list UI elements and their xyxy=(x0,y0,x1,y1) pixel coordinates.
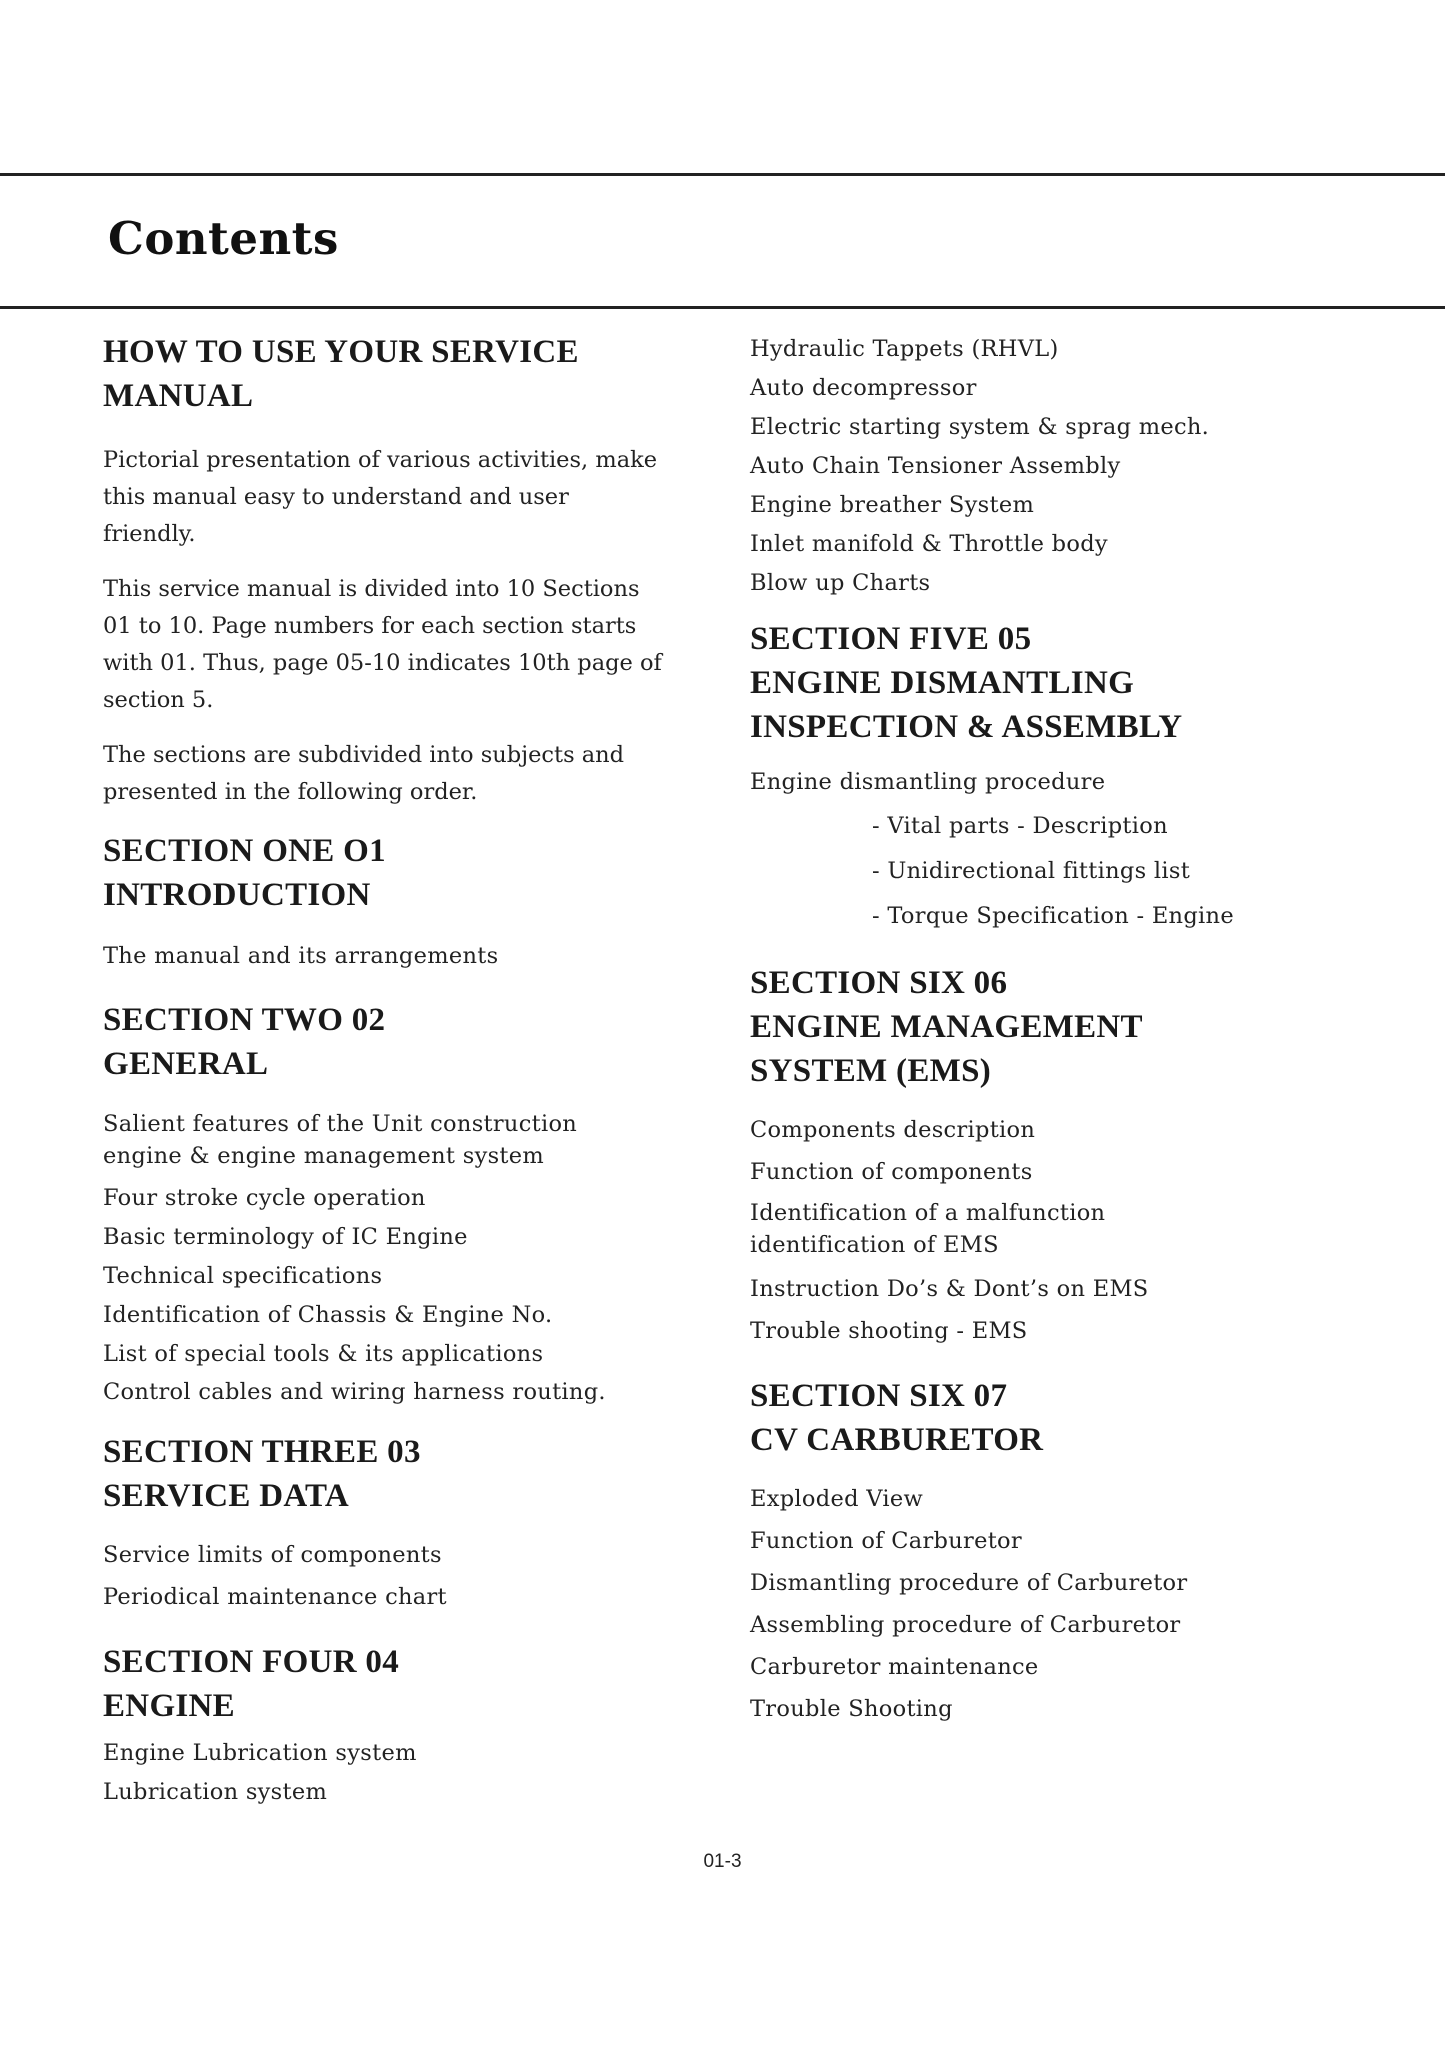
title-rule xyxy=(0,306,1445,309)
section-two xyxy=(103,998,663,1408)
top-rule xyxy=(0,173,1445,176)
toc-item-electric-starting: Electric starting system & sprag mech. xyxy=(750,414,1210,440)
toc-item-lubrication-system: Lubrication system xyxy=(103,1779,328,1805)
section-four-heading-line-1: SECTION FOUR 04 xyxy=(103,1644,400,1680)
toc-item-function-components: Function of components xyxy=(750,1159,1033,1185)
section-six-heading-line-1: SECTION SIX 06 xyxy=(750,965,1008,1001)
section-three-heading-line-2: SERVICE DATA xyxy=(103,1478,350,1514)
how-to-use-section xyxy=(103,330,663,811)
toc-item-malfunction-id: Identification of a malfunction identification of EMS xyxy=(750,1200,1106,1258)
section-five-heading xyxy=(750,617,1350,749)
toc-item-service-limits: Service limits of components xyxy=(103,1542,442,1568)
toc-item-dos-donts: Instruction Do’s & Dont’s on EMS xyxy=(750,1276,1149,1302)
toc-item-chassis-engine-id: Identification of Chassis & Engine No. xyxy=(103,1302,553,1328)
toc-item-function-carburetor: Function of Carburetor xyxy=(750,1528,1022,1554)
section-six-heading xyxy=(750,961,1350,1093)
contents-left-column xyxy=(103,330,663,1834)
section-one-heading xyxy=(103,829,663,917)
intro-paragraph-2: This service manual is divided into 10 Sections 01 to 10. Page numbers for each section starts with 01. Thus, page 05-10 indicates 10th page of section 5. xyxy=(103,576,662,713)
section-three xyxy=(103,1430,663,1618)
toc-item-technical-specs: Technical specifications xyxy=(103,1263,383,1289)
toc-item-trouble-shooting: Trouble Shooting xyxy=(750,1696,953,1722)
section-one-heading-line-2: INTRODUCTION xyxy=(103,877,371,913)
intro-paragraph-3: The sections are subdivided into subjects and presented in the following order. xyxy=(103,742,625,805)
toc-item-maintenance-chart: Periodical maintenance chart xyxy=(103,1584,447,1610)
section-seven xyxy=(750,1374,1350,1730)
section-two-heading-line-1: SECTION TWO 02 xyxy=(103,1002,386,1038)
toc-item-blow-up-charts: Blow up Charts xyxy=(750,570,931,596)
section-three-heading xyxy=(103,1430,663,1518)
section-four-heading xyxy=(103,1640,663,1728)
section-four-continued xyxy=(750,330,1350,603)
toc-item-engine-breather: Engine breather System xyxy=(750,492,1035,518)
how-to-use-heading-line-2: MANUAL xyxy=(103,378,254,414)
toc-item-trouble-shooting-ems: Trouble shooting - EMS xyxy=(750,1318,1028,1344)
section-two-heading xyxy=(103,998,663,1086)
section-seven-heading-line-1: SECTION SIX 07 xyxy=(750,1378,1008,1414)
toc-item-exploded-view: Exploded View xyxy=(750,1486,924,1512)
intro-paragraph-1: Pictorial presentation of various activities, make this manual easy to understand and user friendly. xyxy=(103,447,658,547)
how-to-use-heading-line-1: HOW TO USE YOUR SERVICE xyxy=(103,334,579,370)
toc-item-manual-arrangements: The manual and its arrangements xyxy=(103,943,499,969)
toc-item-dismantling-procedure: Engine dismantling procedure xyxy=(750,769,1106,795)
toc-item-hydraulic-tappets: Hydraulic Tappets (RHVL) xyxy=(750,336,1059,362)
toc-subitem-unidirectional-fittings: - Unidirectional fittings list xyxy=(872,858,1191,884)
section-five-heading-line-1: SECTION FIVE 05 xyxy=(750,621,1032,657)
toc-item-engine-lubrication: Engine Lubrication system xyxy=(103,1740,417,1766)
toc-item-assembling-carburetor: Assembling procedure of Carburetor xyxy=(750,1612,1181,1638)
toc-item-chain-tensioner: Auto Chain Tensioner Assembly xyxy=(750,453,1121,479)
contents-right-column xyxy=(750,330,1350,1752)
toc-item-auto-decompressor: Auto decompressor xyxy=(750,375,977,401)
toc-item-control-cables: Control cables and wiring harness routing. xyxy=(103,1379,606,1405)
toc-item-dismantling-carburetor: Dismantling procedure of Carburetor xyxy=(750,1570,1188,1596)
toc-subitem-torque-spec: - Torque Specification - Engine xyxy=(872,903,1234,929)
toc-item-carburetor-maintenance: Carburetor maintenance xyxy=(750,1654,1039,1680)
section-four xyxy=(103,1640,663,1812)
section-five xyxy=(750,617,1350,939)
section-one-heading-line-1: SECTION ONE O1 xyxy=(103,833,386,869)
section-one xyxy=(103,829,663,976)
toc-item-components-description: Components description xyxy=(750,1117,1036,1143)
toc-subitem-vital-parts: - Vital parts - Description xyxy=(872,813,1168,839)
toc-item-salient-features: Salient features of the Unit construction engine & engine management system xyxy=(103,1111,578,1169)
section-seven-heading-line-2: CV CARBURETOR xyxy=(750,1422,1044,1458)
toc-item-basic-terminology: Basic terminology of IC Engine xyxy=(103,1224,468,1250)
section-five-heading-line-3: INSPECTION & ASSEMBLY xyxy=(750,709,1183,745)
section-three-heading-line-1: SECTION THREE 03 xyxy=(103,1434,421,1470)
page-number: 01-3 xyxy=(703,1851,742,1872)
section-six-heading-line-2: ENGINE MANAGEMENT xyxy=(750,1009,1143,1045)
section-five-heading-line-2: ENGINE DISMANTLING xyxy=(750,665,1135,701)
section-two-heading-line-2: GENERAL xyxy=(103,1046,269,1082)
section-six xyxy=(750,961,1350,1352)
toc-item-special-tools: List of special tools & its applications xyxy=(103,1341,544,1367)
toc-item-four-stroke: Four stroke cycle operation xyxy=(103,1185,426,1211)
section-four-heading-line-2: ENGINE xyxy=(103,1688,235,1724)
toc-item-inlet-manifold: Inlet manifold & Throttle body xyxy=(750,531,1108,557)
page-title: Contents xyxy=(108,212,339,265)
how-to-use-heading xyxy=(103,330,663,418)
section-six-heading-line-3: SYSTEM (EMS) xyxy=(750,1053,992,1089)
section-seven-heading xyxy=(750,1374,1350,1462)
